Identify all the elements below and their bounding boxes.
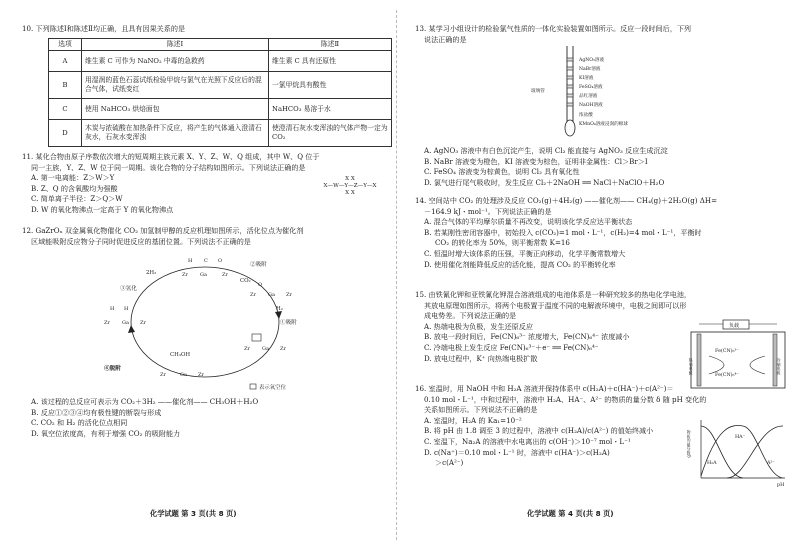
label-hcl: 浓盐酸 bbox=[579, 113, 593, 118]
q14-option-c: C. 恒温时增大该体系的压强，平衡正向移动，化学平衡常数增大 bbox=[424, 248, 626, 258]
table-cell: NaHCO₃ 易溶于水 bbox=[269, 99, 392, 120]
left-footer: 化学试题 第 3 页(共 8 页) bbox=[150, 509, 237, 518]
q14-option-b-cont: CO₂ 的转化率为 50%，则平衡常数 K=16 bbox=[435, 238, 570, 248]
q11-stem-line: 11. 某化合物由原子序数依次增大的短周期主族元素 X、Y、Z、W、Q 组成，其中 W、Q 位于 bbox=[22, 152, 320, 161]
svg-text:Zr: Zr bbox=[280, 346, 286, 352]
structure-row: X X bbox=[345, 176, 355, 182]
curve-h2a bbox=[701, 426, 743, 478]
svg-text:Zr: Zr bbox=[250, 292, 256, 298]
q13-option-c: C. FeSO₄ 溶液变为棕黄色，说明 Cl₂ 具有氧化性 bbox=[424, 167, 580, 177]
label-2h2: 2H₂ bbox=[146, 270, 157, 276]
q14-stem-line: 14. 空间站中 CO₂ 的处理涉及反应 CO₂(g)＋4H₂(g) ——催化剂—— CH₄(g)＋2H₂O(g) ΔH= bbox=[415, 196, 718, 205]
svg-text:Ga: Ga bbox=[122, 320, 129, 326]
label-h2a: H₂A bbox=[707, 461, 717, 466]
label-co2: CO₂ bbox=[240, 278, 251, 284]
page-divider bbox=[396, 10, 397, 540]
q16-option-d: D. c(Na⁺)＝0.10 mol・L⁻¹ 时，溶液中 c(HA⁻)＞c(H₂A) bbox=[424, 447, 610, 457]
q13-option-a: A. AgNO₃ 溶液中有白色沉淀产生，说明 Cl₂ 能直接与 AgNO₃ 反应生成沉淀 bbox=[424, 146, 668, 155]
q10-stem bbox=[22, 24, 185, 35]
q10-table bbox=[48, 38, 392, 147]
q11-option-b: B. Z、Q 的含氧酸均为强酸 bbox=[31, 183, 118, 193]
label-ferrocyanide: Fe(CN)₆⁴⁻ bbox=[715, 373, 739, 378]
svg-text:Zr: Zr bbox=[140, 320, 146, 326]
label-agno3: AgNO₃溶液 bbox=[579, 58, 605, 63]
svg-text:H: H bbox=[124, 306, 129, 312]
q13-option-b: B. NaBr 溶液变为橙色，KI 溶液变为棕色，证明非金属性：Cl＞Br＞I bbox=[424, 156, 648, 166]
label-ki: KI溶液 bbox=[579, 76, 594, 81]
label-adsorption-1: ①吸附 bbox=[280, 320, 297, 326]
x-axis-label: pH bbox=[777, 483, 785, 488]
q12-stem-line: 12. GaZrOₓ 双金属氧化物催化 CO₂ 加氢制甲醇的反应机理如图所示，活化位点为催化剂 bbox=[22, 226, 304, 235]
q14-option-d: D. 使用催化剂能降低反应的活化能，提高 CO₂ 的平衡转化率 bbox=[424, 259, 616, 269]
label-hot-electrode: 热端电极 bbox=[689, 358, 694, 375]
table-cell: D bbox=[49, 120, 82, 147]
svg-text:Ga: Ga bbox=[268, 292, 275, 298]
structure-row: X—W—Y—Z—Y—X bbox=[323, 183, 377, 190]
q15-stem-line: 成电势差。下列说法正确的是 bbox=[424, 311, 517, 321]
table-row bbox=[49, 120, 392, 147]
right-footer: 化学试题 第 4 页(共 8 页) bbox=[527, 509, 614, 518]
table-row bbox=[49, 51, 392, 72]
label-load: 负载 bbox=[729, 323, 740, 329]
svg-text:Ga: Ga bbox=[180, 372, 187, 378]
svg-text:Zr: Zr bbox=[222, 272, 228, 278]
svg-text:Ga: Ga bbox=[262, 346, 269, 352]
table-header: 选项 bbox=[49, 39, 82, 51]
q10-stem-text: 10. 下列陈述Ⅰ和陈述Ⅱ均正确，且具有因果关系的是 bbox=[22, 24, 186, 33]
q16 bbox=[415, 384, 706, 469]
right-page bbox=[397, 0, 794, 551]
table-cell: 木炭与浓硫酸在加热条件下反应，将产生的气体通入澄清石灰水，石灰水变浑浊 bbox=[82, 120, 269, 147]
label-glass-tube: 玻璃管 bbox=[531, 89, 545, 94]
label-a2: A²⁻ bbox=[767, 461, 775, 466]
catalyst-fragment-left bbox=[104, 306, 146, 326]
q13-options bbox=[424, 146, 668, 188]
label-kmno4: KMnO₄溶液浸润的棉球 bbox=[579, 122, 628, 127]
q13-apparatus bbox=[527, 44, 657, 144]
q16-option-b: B. 将 pH 由 1.8 调至 3 的过程中，溶液中 c(H₂A)/c(A²⁻) 的值始终减小 bbox=[424, 426, 654, 436]
label-h2: H₂ bbox=[276, 306, 283, 312]
q14-option-b: B. 若某刚性密闭容器中，初始投入 c(CO₂)=1 mol・L⁻¹，c(H₂)=4 mol・L⁻¹，平衡时 bbox=[424, 227, 702, 237]
q14 bbox=[415, 196, 717, 270]
q11-option-d: D. W 的氧化物沸点一定高于 Y 的氧化物沸点 bbox=[31, 204, 174, 214]
label-nabr: NaBr溶液 bbox=[579, 67, 601, 72]
table-header: 陈述Ⅰ bbox=[82, 39, 269, 51]
q15-option-a: A. 热端电极为负极，发生还原反应 bbox=[424, 321, 533, 331]
label-hydrogenation: ③氢化 bbox=[120, 286, 137, 292]
catalyst-fragment-right2 bbox=[244, 334, 286, 352]
svg-text:Zr: Zr bbox=[182, 272, 188, 278]
q12-stem-line: 区域能吸附反应物分子同时促进反应的基团位置。下列说法不正确的是 bbox=[31, 236, 251, 246]
table-cell: 维生素 C 具有还原性 bbox=[269, 51, 392, 72]
table-cell: B bbox=[49, 72, 82, 99]
y-axis-label: 物质的量分数δ bbox=[687, 430, 692, 458]
q13-option-d: D. 氯气进行尾气吸收时，发生反应 Cl₂＋2NaOH ══ NaCl＋NaClO＋H₂O bbox=[424, 177, 665, 187]
q11-stem-line: 同一主族，Y、Z、W 位于同一周期。该化合物的分子结构如图所示。下列说法正确的是 bbox=[31, 162, 306, 172]
table-header: 陈述Ⅱ bbox=[269, 39, 392, 51]
q15-cell-diagram bbox=[689, 318, 789, 390]
table-cell: C bbox=[49, 99, 82, 120]
q12-option-b: B. 反应①②③④均有极性键的断裂与形成 bbox=[31, 407, 162, 417]
bulb bbox=[565, 120, 575, 136]
q11-structure bbox=[310, 176, 390, 198]
q13-stem bbox=[415, 24, 691, 45]
label-ha: HA⁻ bbox=[735, 435, 746, 440]
q15-option-b: B. 放电一段时间后，Fe(CN)₆³⁻ 浓度增大，Fe(CN)₆⁴⁻ 浓度减小 bbox=[424, 332, 630, 342]
label-naoh: NaOH溶液 bbox=[579, 103, 603, 108]
table-cell: 一氯甲烷具有酸性 bbox=[269, 72, 392, 99]
q16-stem-line: 16. 室温时，用 NaOH 中和 H₂A 溶液并保持体系中 c(H₂A)＋c(HA⁻)＋c(A²⁻)＝ bbox=[415, 384, 674, 393]
svg-text:H: H bbox=[110, 306, 115, 312]
arrow-head bbox=[128, 325, 135, 333]
label-oxygen-vacancy: 表示氧空位 bbox=[259, 385, 286, 391]
svg-text:H: H bbox=[188, 258, 193, 264]
catalyst-fragment-right bbox=[250, 282, 292, 298]
q16-stem-line: 0.10 mol・L⁻¹，中和过程中，溶液中 H₂A、HA⁻、A²⁻ 的物质的量分数 δ 随 pH 变化的 bbox=[424, 394, 707, 404]
svg-text:Zr: Zr bbox=[244, 346, 250, 352]
q14-stem-line: －164.9 kJ・mol⁻¹。下列说法正确的是 bbox=[424, 206, 552, 216]
q15-stem-line: 其放电原理如图所示，将两个电极置于温度不同的电解液环境中，电极之间即可以形 bbox=[424, 300, 687, 310]
q11-option-c: C. 简单离子半径：Z＞Q＞W bbox=[31, 194, 123, 204]
label-feso4: FeSO₄溶液 bbox=[579, 85, 603, 90]
svg-text:Zr: Zr bbox=[104, 320, 110, 326]
q12-option-c: C. CO₂ 和 H₂ 的活化位点相同 bbox=[31, 418, 128, 428]
curve-a2 bbox=[727, 426, 783, 478]
svg-text:O: O bbox=[218, 258, 223, 264]
oxygen-vacancy-legend-box bbox=[250, 384, 256, 389]
q12-options bbox=[31, 397, 258, 439]
label-ch3oh: CH₃OH bbox=[170, 352, 191, 358]
table-cell: 维生素 C 可作为 NaNO₂ 中毒的急救药 bbox=[82, 51, 269, 72]
table-row bbox=[49, 99, 392, 120]
svg-text:Zr: Zr bbox=[160, 372, 166, 378]
q13-stem-line: 说法正确的是 bbox=[424, 34, 467, 44]
table-cell: 使澄清石灰水变浑浊的气体产物一定为 CO₂ bbox=[269, 120, 392, 147]
structure-row: X X bbox=[345, 190, 355, 197]
q12-stem bbox=[22, 226, 303, 247]
catalyst-fragment-bottom bbox=[160, 372, 204, 378]
q16-option-c: C. 室温下，Na₂A 的溶液中水电离出的 c(OH⁻)＞10⁻⁷ mol・L⁻¹ bbox=[424, 436, 631, 446]
svg-text:Zr: Zr bbox=[198, 372, 204, 378]
q12-mechanism-diagram bbox=[100, 252, 310, 394]
q16-option-a: A. 室温时，H₂A 的 Ka₁=10⁻² bbox=[424, 415, 522, 425]
q15 bbox=[415, 290, 691, 364]
label-cold-electrode: 冷端电极 bbox=[776, 358, 782, 375]
q12-option-a: A. 该过程的总反应可表示为 CO₂＋3H₂ ——催化剂—— CH₃OH＋H₂O bbox=[31, 397, 259, 406]
q15-option-c: C. 冷端电极上发生反应 Fe(CN)₆³⁻＋e⁻ ══ Fe(CN)₆⁴⁻ bbox=[424, 342, 599, 352]
q15-option-d: D. 放电过程中，K⁺ 向热端电极扩散 bbox=[424, 353, 538, 363]
hot-electrode bbox=[697, 334, 701, 386]
reagent-bands bbox=[567, 58, 573, 106]
q15-stem-line: 15. 由铁氰化钾和亚铁氰化钾混合溶液组成的电池体系是一种研究较多的热电化学电池， bbox=[415, 290, 692, 299]
q14-option-a: A. 混合气体的平均摩尔质量不再改变，说明该化学反应达平衡状态 bbox=[424, 217, 633, 227]
q11 bbox=[22, 152, 320, 216]
table-cell: 使用 NaHCO₃ 烘焙面包 bbox=[82, 99, 269, 120]
q11-option-a: A. 第一电离能：Z＞W＞Y bbox=[31, 173, 115, 183]
svg-text:O: O bbox=[258, 282, 263, 288]
cycle-ellipse bbox=[131, 267, 279, 377]
arrow-head bbox=[275, 311, 282, 319]
table-header-row bbox=[49, 39, 392, 51]
q12-option-d: D. 氧空位浓度高，有利于增强 CO₂ 的吸附能力 bbox=[31, 428, 181, 438]
q16-option-d-cont: ＞c(A²⁻) bbox=[435, 458, 464, 468]
q13-stem-line: 13. 某学习小组设计的检验氯气性质的一体化实验装置如图所示。反应一段时间后，下列 bbox=[415, 24, 692, 33]
q16-stem-line: 关系如图所示。下列说法不正确的是 bbox=[424, 405, 538, 415]
table-row bbox=[49, 72, 392, 99]
svg-text:Ga: Ga bbox=[200, 272, 207, 278]
q16-distribution-chart bbox=[687, 416, 789, 488]
label-ferricyanide: Fe(CN)₆³⁻ bbox=[715, 349, 739, 354]
label-adsorption-2: ②吸附 bbox=[250, 262, 267, 268]
label-desorption: ④脱附 bbox=[104, 366, 121, 372]
curve-ha bbox=[701, 426, 783, 478]
svg-text:C: C bbox=[204, 258, 208, 264]
table-cell: 用湿润的蓝色石蕊试纸检验甲烷与氯气在光照下反应后的混合气体，试纸变红 bbox=[82, 72, 269, 99]
table-cell: A bbox=[49, 51, 82, 72]
cell-container bbox=[691, 332, 785, 388]
label-pinhong: 品红溶液 bbox=[579, 94, 598, 99]
svg-text:Zr: Zr bbox=[286, 292, 292, 298]
